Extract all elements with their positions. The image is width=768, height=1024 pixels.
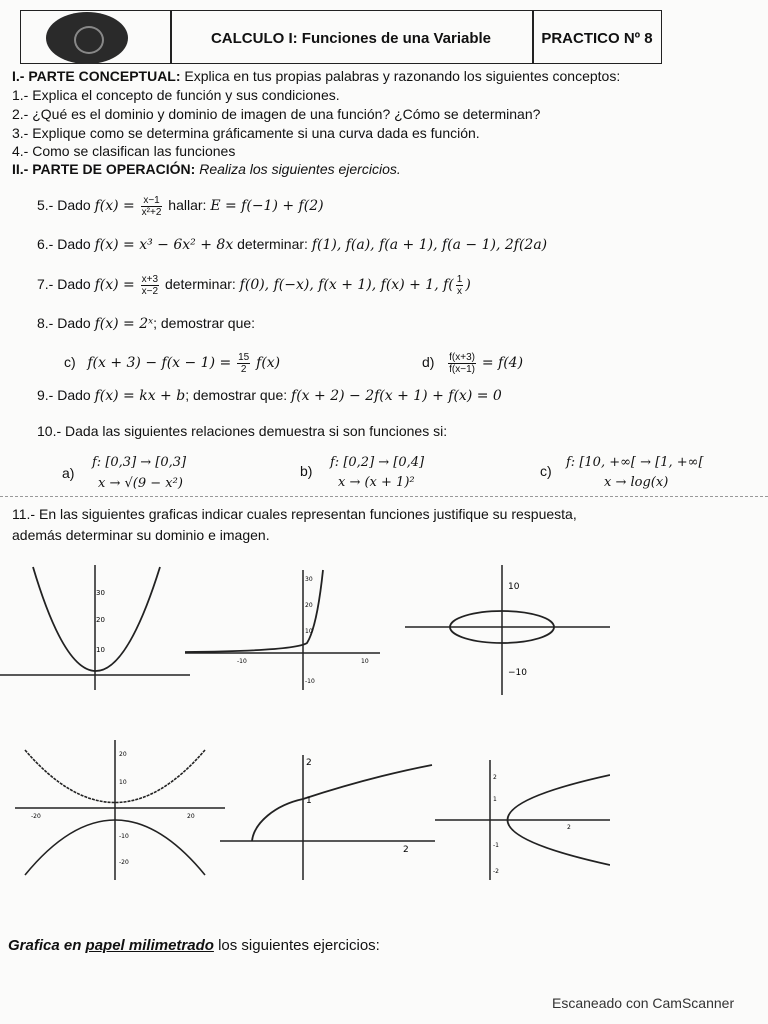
- graph-sideways-parabola: [435, 755, 610, 880]
- relation-c-rule: x → log(x): [604, 475, 669, 490]
- fraction: [141, 274, 159, 297]
- part2-heading: II.- PARTE DE OPERACIÓN:: [12, 161, 196, 177]
- denominator: x: [457, 286, 463, 297]
- graph-exponential: [185, 565, 380, 690]
- exercise-label: 9.- Dado: [37, 387, 91, 403]
- tick-label: 10: [96, 646, 105, 654]
- course-title: CALCULO I: Funciones de una Variable: [210, 30, 492, 47]
- tick-label: 30: [96, 589, 105, 597]
- fraction: [448, 352, 476, 375]
- graph-ellipse: [405, 565, 610, 695]
- relation-a-label: a): [62, 465, 75, 481]
- part1-line: [12, 68, 620, 84]
- instruction: hallar:: [168, 197, 207, 214]
- sqrt-curve: [252, 765, 432, 841]
- tick-label: 2: [493, 774, 497, 781]
- exercise-label: 8.- Dado: [37, 315, 91, 331]
- exercise-10: 10.- Dada las siguientes relaciones demuestra si son funciones si:: [37, 423, 448, 439]
- exercise-8: [37, 315, 255, 332]
- tick-label: 10: [361, 658, 369, 665]
- part2-intro: Realiza los siguientes ejercicios.: [199, 161, 401, 177]
- exercise-label: 5.- Dado: [37, 197, 91, 214]
- tick-label: 30: [305, 576, 313, 583]
- exercise-label: 6.- Dado: [37, 236, 91, 252]
- tick-label: -20: [119, 859, 129, 866]
- relation-c-map: f: [10, +∞[ → [1, +∞[: [566, 455, 704, 470]
- tick-label: -10: [237, 658, 247, 665]
- denominator: x−2: [141, 286, 159, 297]
- graph-hyperbola: [15, 740, 225, 885]
- scanner-watermark: Escaneado con CamScanner: [552, 995, 735, 1011]
- tick-label: 20: [119, 751, 127, 758]
- exercise-7: 7.- Dado f(x) = $\frac{x+3}{x-2}$ determinar: f(0), f(−x), f(x + 1), f(x) + 1, f( $\frac{1}{x}$ ): [37, 274, 471, 297]
- function-def: f(x) = 2ˣ: [94, 316, 154, 332]
- graphing-instruction-pre: Grafica en: [8, 937, 82, 954]
- relation-a-rule: x → √(9 − x²): [98, 476, 183, 491]
- expression: f(x): [256, 355, 281, 372]
- denominator: f(x−1): [449, 364, 475, 375]
- relation-a-map: f: [0,3] → [0,3]: [92, 455, 187, 470]
- function-def: f(x) =: [94, 277, 135, 294]
- tick-label: −10: [508, 668, 527, 678]
- relation-b-rule: x → (x + 1)²: [338, 475, 415, 490]
- question-2: 2.- ¿Qué es el dominio y dominio de imagen de una función? ¿Cómo se determinan?: [12, 106, 541, 122]
- graphing-instruction-underlined: papel milimetrado: [85, 937, 214, 954]
- exercise-label: 7.- Dado: [37, 276, 91, 293]
- numerator: 15: [238, 352, 250, 363]
- exercise-9: [37, 387, 502, 404]
- relation-b-map: f: [0,2] → [0,4]: [330, 455, 425, 470]
- part1-intro: Explica en tus propias palabras y razonando los siguientes conceptos:: [184, 68, 621, 84]
- fraction: [141, 195, 163, 218]
- graphing-instruction-post: los siguientes ejercicios:: [218, 937, 380, 954]
- question-1: 1.- Explica el concepto de función y sus condiciones.: [12, 87, 340, 103]
- part1-heading: I.- PARTE CONCEPTUAL:: [12, 68, 181, 84]
- tick-label: 20: [187, 813, 195, 820]
- function-def: f(x) = kx + b: [94, 388, 186, 404]
- question-3: 3.- Explique como se determina gráficamente si una curva dada es función.: [12, 125, 480, 141]
- graph-parabola: [0, 565, 190, 690]
- tick-label: 10: [119, 779, 127, 786]
- exercise-6: [37, 236, 547, 253]
- expression: f(1), f(a), f(a + 1), f(a − 1), 2f(2a): [311, 237, 548, 253]
- expression: E = f(−1) + f(2): [210, 198, 324, 215]
- expression: f(x + 3) − f(x − 1) =: [87, 355, 232, 372]
- function-def: f(x) =: [94, 198, 135, 215]
- graph-square-root: [220, 755, 435, 880]
- exercise-11-line2: además determinar su dominio e imagen.: [12, 527, 270, 543]
- exercise-8d: [422, 352, 523, 375]
- expression: f(0), f(−x), f(x + 1), f(x) + 1, f: [239, 277, 449, 294]
- denominator: x²+2: [141, 207, 162, 218]
- tick-label: 2: [403, 845, 409, 855]
- tick-label: -2: [493, 868, 499, 875]
- expression: f(x + 2) − 2f(x + 1) + f(x) = 0: [291, 388, 502, 404]
- tick-label: -10: [119, 833, 129, 840]
- relation-c-label: c): [540, 463, 552, 479]
- question-4: 4.- Como se clasifican las funciones: [12, 143, 236, 159]
- part2-line: [12, 161, 401, 177]
- expression: = f(4): [481, 355, 524, 372]
- item-label: d): [422, 354, 435, 371]
- tick-label: 10: [508, 582, 520, 592]
- graphing-instruction: [8, 937, 380, 954]
- instruction: ; demostrar que:: [185, 387, 288, 403]
- instruction: determinar:: [164, 276, 236, 293]
- tick-label: 20: [305, 602, 313, 609]
- tick-label: 2: [567, 824, 571, 831]
- tick-label: 20: [96, 616, 105, 624]
- item-label: c): [64, 354, 76, 371]
- numerator: f(x+3): [449, 352, 475, 363]
- tick-label: -10: [305, 678, 315, 685]
- tick-label: -20: [31, 813, 41, 820]
- university-logo: [46, 12, 128, 64]
- tick-label: 1: [306, 796, 312, 806]
- instruction: determinar:: [237, 236, 308, 252]
- numerator: x+3: [141, 274, 159, 285]
- tick-label: -1: [493, 842, 499, 849]
- exercise-8c: [64, 352, 280, 375]
- instruction: ; demostrar que:: [153, 315, 256, 331]
- numerator: x−1: [141, 195, 163, 207]
- exercise-5: [37, 195, 324, 218]
- denominator: 2: [240, 364, 247, 375]
- tick-label: 10: [305, 628, 313, 635]
- fraction: [456, 274, 464, 297]
- fraction: [237, 352, 250, 375]
- divider: [0, 496, 768, 497]
- relation-b-label: b): [300, 463, 313, 479]
- tick-label: 1: [493, 796, 497, 803]
- practice-number: PRACTICO Nº 8: [541, 30, 653, 47]
- exercise-11-line1: 11.- En las siguientes graficas indicar cuales representan funciones justifique su respuesta,: [12, 506, 577, 522]
- function-def: f(x) = x³ − 6x² + 8x: [94, 237, 234, 253]
- numerator: 1: [456, 274, 463, 285]
- tick-label: 2: [306, 758, 312, 768]
